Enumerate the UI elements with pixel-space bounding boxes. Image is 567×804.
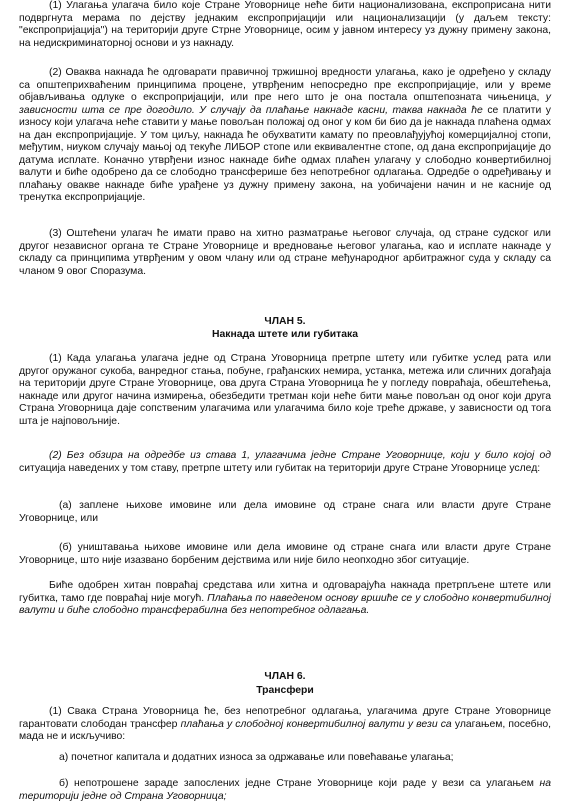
article4-paragraph-1: (1) Улагања улагача било које Стране Уговорнице неће бити национализована, експроприсана нити подвргнута мерама по дејству једнаким експропријацији или национализацији (у даљем тексту: "експропријација") на територији друге Стрне Уговорнице, осим у јавном интересу уз дужну примену закона, на недискриминаторној основи и уз накнаду. xyxy=(19,0,551,49)
article5-paragraph-1: (1) Када улагања улагача једне од Страна Уговорница претрпе штету или губитке услед рата или другог оружаног сукоба, ванредног стања, побуне, грађанских немира, устанка, метежа или сличних догађаја на територији друге Стране Уговорнице, ова друга Страна Уговорница ће у погледу повраћаја, обештећења, накнаде или другог начина измирења, обезбедити третман који неће бити мање повољан од оног који друга Страна Уговорница даје сопственим улагачима или улагачима било које треће државе, у зависности од тога шта је најповољније. xyxy=(19,353,551,427)
article6-heading: ЧЛАН 6. xyxy=(264,671,306,682)
article6-item-a: а) почетног капитала и додатних износа за одржавање или повећавање улагања; xyxy=(59,752,454,763)
article5-heading: ЧЛАН 5. xyxy=(264,316,306,327)
article6-title: Трансфери xyxy=(256,685,314,696)
article5-item-b: (б) уништавања њихове имовине или дела имовине од стране снага или власти друге Стране Уговорнице, што није изазвано борбеним дејствима или није било неопходно због ситуације. xyxy=(19,542,551,566)
article4-paragraph-2: (2) Оваква накнада ће одговарати правичној тржишној вредности улагања, како је одређено у складу са општеприхваћеним принципима процене, утврђеним непосредно пре експропријације, или у време објављивања одлуке о експропријацији, или пре него што је она постала општепозната чињеница, у зависности шта се пре догодило. У случају да плаћање накнаде касни, таква накнада ће се платити у износу који улагача неће ставити у мање повољан положај од оног у ком би био да је накнада плаћена одмах на дан експропријације. У том циљу, накнада ће обухватити камату по преовлађујућој комерцијалној стопи, међутим, ниуком случају мањој од текуће ЛИБОР стопе или еквивалентне стопе, од дана експропријације до датума исплате. Коначно утврђени износ накнаде биће одмах плаћен улагачу у слободно конвертибилној валути и биће одобрено да се слободно трансферише без непотребног одлагања. Одредбе о одређивању и плаћању овакве накнаде биће урађене уз дужну примену закона, на уобичајени начин и не касније од тренутка експропријације. xyxy=(19,67,551,203)
article5-title: Накнада штете или губитака xyxy=(212,329,358,340)
article6-item-b: б) непотрошене зараде запослених једне Стране Уговорнице који раде у вези са улагањем на територији једне од Страна Уговорница; xyxy=(19,778,551,802)
article5-paragraph-2: (2) Без обзира на одредбе из става 1, улагачима једне Стране Уговорнице, који у било којој од ситуација наведених у том ставу, претрпе штету или губитак на територији друге Стране Уговорнице услед: xyxy=(19,450,551,474)
article6-paragraph-1: (1) Свака Страна Уговорница ће, без непотребног одлагања, улагачима друге Стране Уговорнице гарантовати слободан трансфер плаћања у слободној конвертибилној валути у вези са улагањем, посебно, мада не и искључиво: xyxy=(19,706,551,742)
article5-paragraph-3: Биће одобрен хитан повраћај средстава или хитна и одговарајућа накнада претрпљене штете или губитка, тамо где повраћај није могућ. Плаћања по наведеном основу вршиће се у слободно конвертибилној валути и биће слободно трансферабилна без непотребног одлагања. xyxy=(19,580,551,616)
article4-paragraph-3: (3) Оштећени улагач ће имати право на хитно размaтрање његовог случаја, од стране судског или другог независног органа те Стране Уговорнице и вредновање његовог улагања, као и исплате накнаде у складу са принципима утврђеним у овом члану или од стране међународног арбитражног суда у складу са чланом 9 овог Споразума. xyxy=(19,228,551,277)
article5-item-a: (а) заплене њихове имовине или дела имовине од стране снага или власти друге Стране Уговорнице, или xyxy=(19,500,551,524)
